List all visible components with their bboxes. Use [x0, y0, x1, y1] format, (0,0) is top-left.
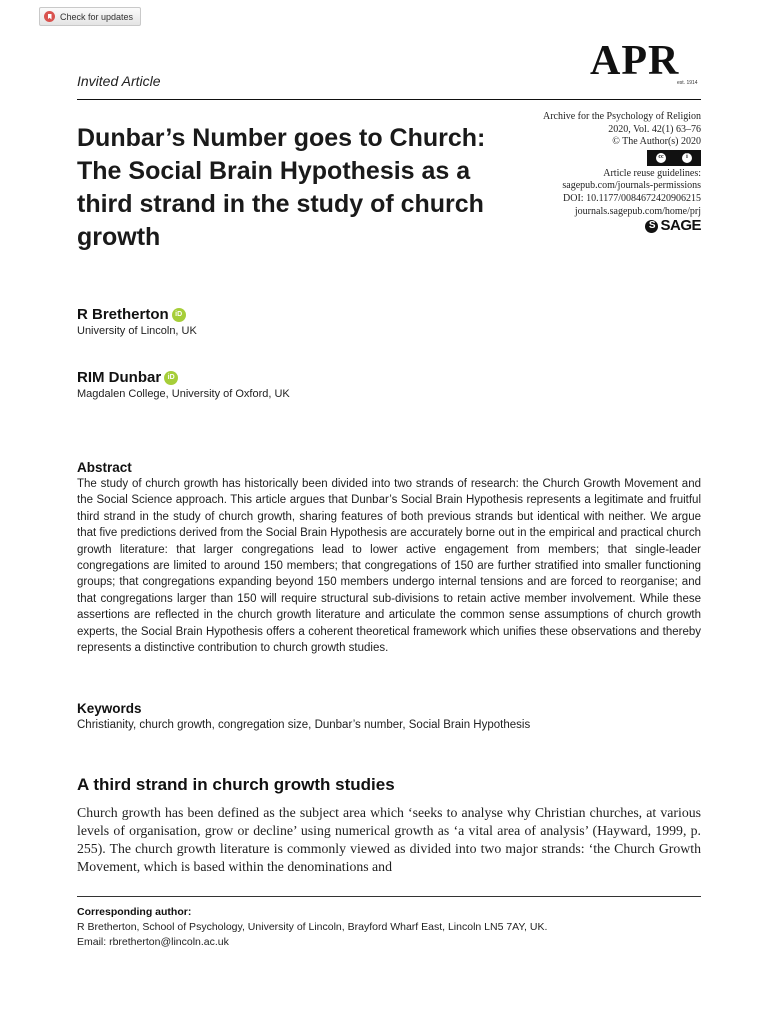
- bookmark-icon: [44, 11, 55, 22]
- corresponding-author-note: [77, 905, 547, 950]
- body-paragraph: Church growth has been defined as the subject area which ‘seeks to analyse why Christian churches, at various levels of organisation, grow or decline’ using numerical growth as ‘a vital area of analysis’ (Hayward, 1999, p. 255). The church growth literature is commonly viewed as divided into two major strands: ‘the Church Growth Movement, which is based within the denominations and: [77, 805, 701, 874]
- header-divider: [77, 99, 701, 100]
- volume-info: 2020, Vol. 42(1) 63–76: [608, 123, 701, 135]
- doi[interactable]: DOI: 10.1177/0084672420906215: [563, 192, 701, 204]
- section-heading: A third strand in church growth studies: [77, 775, 395, 794]
- orcid-icon[interactable]: iD: [164, 371, 178, 385]
- by-icon: i: [682, 153, 692, 163]
- article-metadata: [471, 111, 701, 233]
- corresponding-author-label: Corresponding author:: [77, 906, 192, 918]
- keywords-heading: Keywords: [77, 701, 142, 716]
- footer-divider: [77, 896, 701, 897]
- journal-link[interactable]: journals.sagepub.com/home/prj: [574, 205, 701, 217]
- permissions-link[interactable]: sagepub.com/journals-permissions: [562, 180, 701, 192]
- author-name: RIM Dunbar: [77, 369, 162, 386]
- orcid-icon[interactable]: iD: [172, 308, 186, 322]
- copyright: © The Author(s) 2020: [612, 136, 701, 148]
- author-affiliation: Magdalen College, University of Oxford, UK: [77, 388, 290, 400]
- author-name-row: [77, 306, 197, 323]
- abstract-heading: Abstract: [77, 460, 132, 475]
- journal-logo: APR: [590, 38, 680, 84]
- journal-name: Archive for the Psychology of Religion: [542, 111, 701, 122]
- author-affiliation: University of Lincoln, UK: [77, 325, 197, 337]
- sage-logo: [645, 217, 701, 235]
- cc-icon: cc: [656, 153, 666, 163]
- article-title: Dunbar’s Number goes to Church: The Social Brain Hypothesis as a third strand in the study of church growth: [77, 124, 486, 251]
- check-for-updates-button[interactable]: [39, 7, 141, 26]
- abstract-section: [77, 459, 701, 656]
- keywords-text: Christianity, church growth, congregation size, Dunbar’s number, Social Brain Hypothesis: [77, 719, 531, 731]
- publisher-name: SAGE: [660, 217, 701, 235]
- abstract-text: The study of church growth has historically been divided into two strands of research: the Church Growth Movement and the Social Science approach. This article argues that Dunbar’s Social Brain Hypothesis represents a legitimate and fruitful third strand in the study of church growth, sharing features of both previous strands but identical with neither. We argue that five predictions derived from the Social Brain Hypothesis are accurately borne out in the empirical and practical church growth literature: that larger congregations lead to lower active engagement from members; that single-leader congregations are limited to around 150 members; that congregations of 150 are further stratified into smaller functioning groups; that congregations expanding beyond 150 members undergo internal tensions and are forced to reorganise; and that congregations larger than 150 will require structural sub-divisions to retain active member involvement. While these assertions are reflected in the church growth literature and articulate the common sense assumptions of church growth experts, the Social Brain Hypothesis offers a coherent theoretical framework which unifies these observations and thereby represents a distinctive contribution to church growth studies.: [77, 478, 701, 655]
- reuse-guidelines: Article reuse guidelines:: [603, 167, 701, 179]
- author-name-row: [77, 369, 290, 386]
- corresponding-author-address: R Bretherton, School of Psychology, University of Lincoln, Brayford Wharf East, Lincoln LN5 7AY, UK.: [77, 921, 548, 933]
- keywords-section: [77, 700, 701, 733]
- cc-license-badge[interactable]: [647, 150, 701, 166]
- journal-est: est. 1914: [677, 80, 698, 86]
- author-block: [77, 369, 290, 400]
- article-type: Invited Article: [77, 73, 161, 89]
- author-block: [77, 306, 197, 337]
- corresponding-author-email[interactable]: Email: rbretherton@lincoln.ac.uk: [77, 936, 229, 948]
- check-for-updates-label: Check for updates: [60, 11, 134, 22]
- sage-mark-icon: S: [645, 220, 658, 233]
- author-name: R Bretherton: [77, 306, 169, 323]
